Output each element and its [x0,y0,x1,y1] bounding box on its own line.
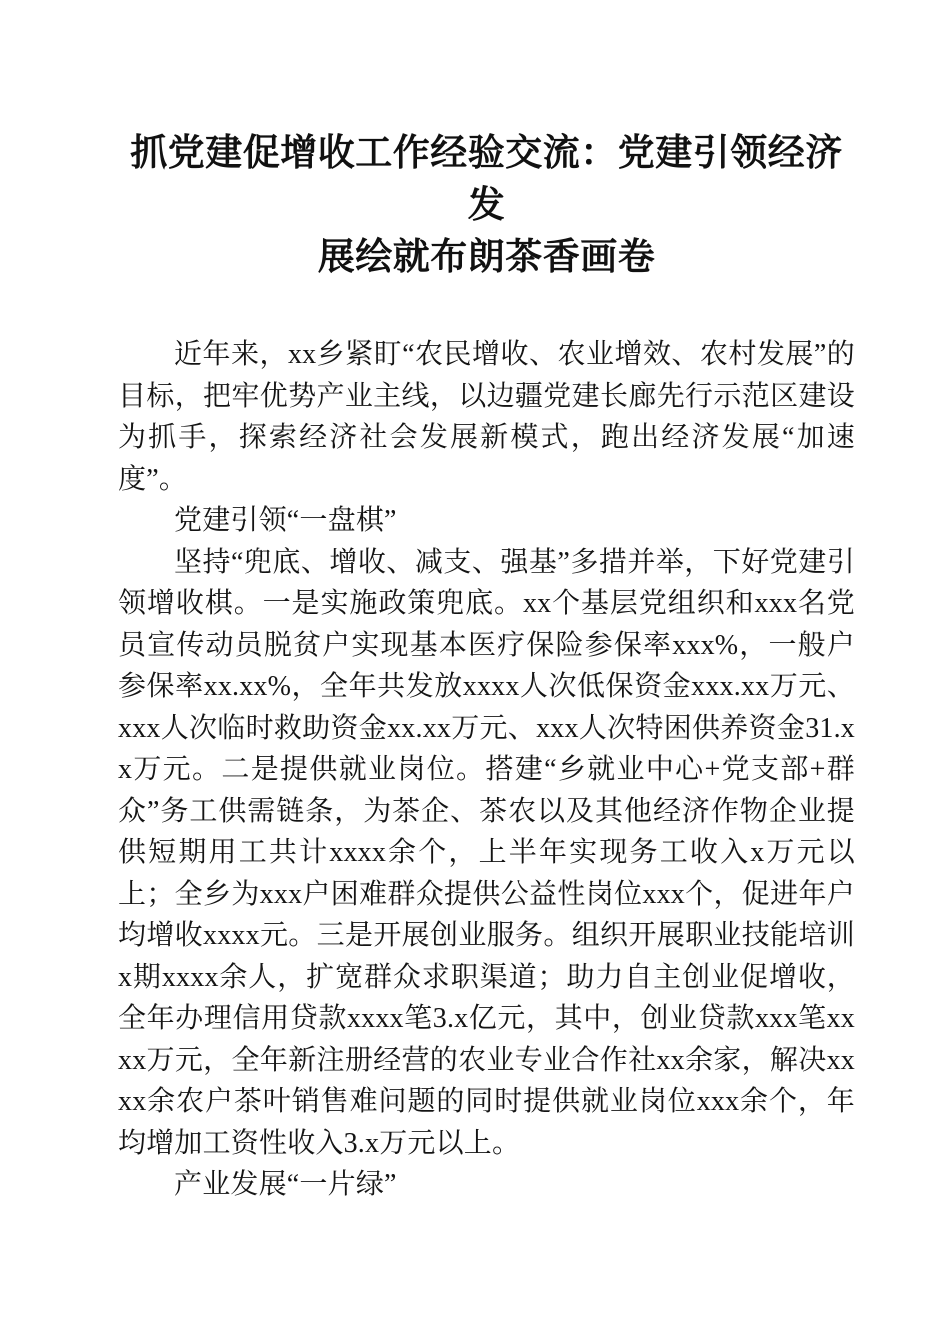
page-title [118,128,855,284]
title-body-spacer [118,284,855,330]
body-paragraph-intro: 近年来，xx乡紧盯“农民增收、农业增效、农村发展”的目标，把牢优势产业主线，以边疆党建长廊先行示范区建设为抓手，探索经济社会发展新模式，跑出经济发展“加速度”。 [118,339,855,495]
title-line-2: 展绘就布朗茶香画卷 [317,237,656,278]
section-heading-party-building: 党建引领“一盘棋” [174,505,397,536]
title-line-1: 抓党建促增收工作经验交流：党建引领经济发 [130,133,843,226]
body-paragraph-measures: 坚持“兜底、增收、减支、强基”多措并举，下好党建引领增收棋。一是实施政策兜底。xx个基层党组织和xxx名党员宣传动员脱贫户实现基本医疗保险参保率xxx%，一般户参保率xx.xx%，全年共发放xxxx人次低保资金xxx.xx万元、xxx人次临时救助资金xx.xx万元、xxx人次特困供养资金31.xx万元。二是提供就业岗位。搭建“乡就业中心+党支部+群众”务工供需链条，为茶企、茶农以及其他经济作物企业提供短期用工共计xxxx余个，上半年实现务工收入x万元以上；全乡为xxx户困难群众提供公益性岗位xxx个，促进年户均增收xxxx元。三是开展创业服务。组织开展职业技能培训x期xxxx余人，扩宽群众求职渠道；助力自主创业促增收，全年办理信用贷款xxxx笔3.x亿元，其中，创业贷款xxx笔xxxx万元，全年新注册经营的农业专业合作社xx余家，解决xxxx余农户茶叶销售难问题的同时提供就业岗位xxx余个，年均增加工资性收入3.x万元以上。 [118,546,855,1159]
document-body [118,334,855,1206]
section-heading-industry-development: 产业发展“一片绿” [174,1169,397,1200]
